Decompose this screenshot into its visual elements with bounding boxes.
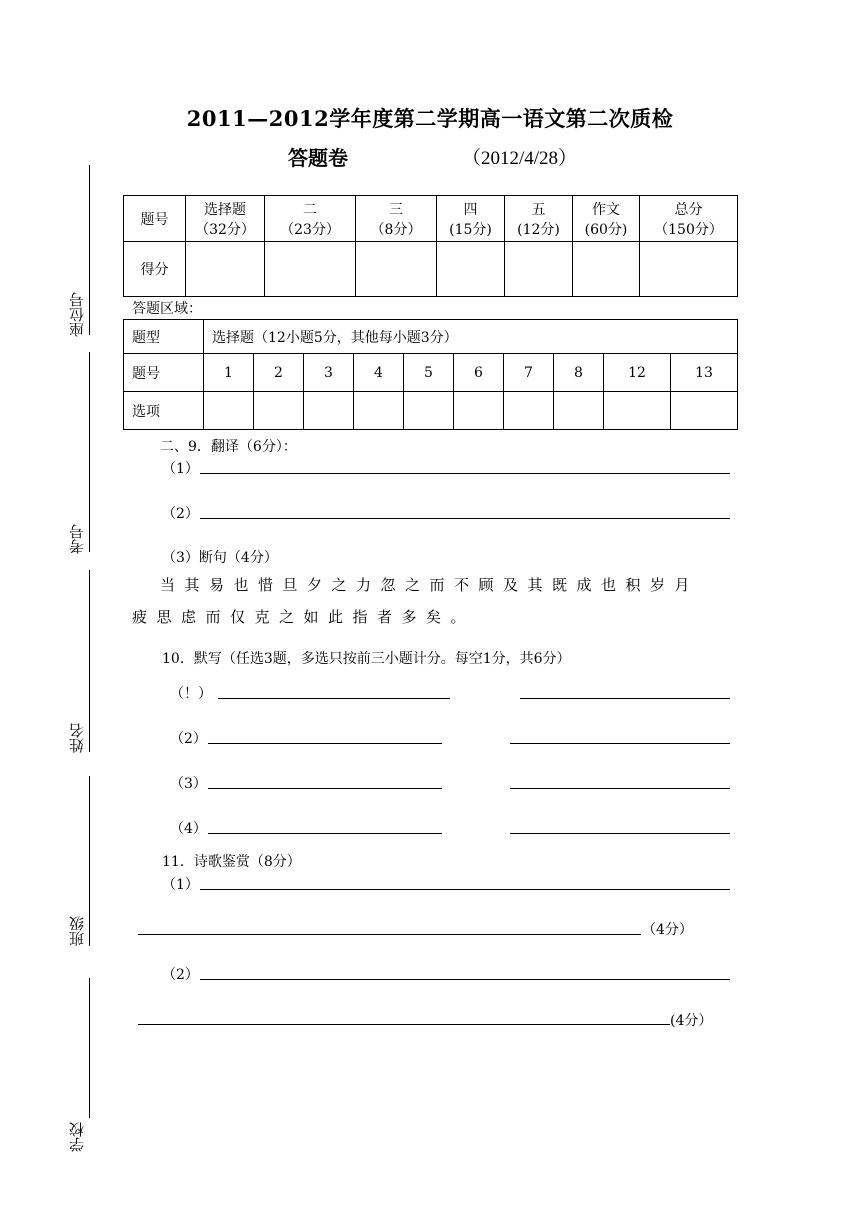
q11-item-1: （1） [162, 877, 199, 893]
name-label[interactable]: 姓名 [68, 723, 86, 753]
page-subtitle: 答题卷 [288, 146, 348, 170]
option-cell[interactable] [254, 392, 304, 430]
q10-blank-3a[interactable] [208, 788, 442, 789]
q11-item-1-score: （4分） [642, 922, 693, 938]
score-cell[interactable] [573, 242, 640, 297]
question-number: 6 [454, 354, 504, 392]
score-row-label-score: 得分 [124, 242, 186, 297]
q9-passage-line-1: 当其易也惜旦夕之力忽之而不顾及其既成也积岁月 [160, 576, 700, 594]
option-cell[interactable] [354, 392, 404, 430]
score-col-header: 二 （23分） [265, 196, 356, 242]
score-col-header: 四 (15分) [437, 196, 505, 242]
exam-date: （2012/4/28） [462, 148, 578, 169]
q9-passage-line-2: 疲思虑而仅克之如此指者多矣。 [132, 608, 476, 626]
number-label: 题号 [124, 354, 204, 392]
option-cell[interactable] [504, 392, 554, 430]
q11-answer-line-2b[interactable] [138, 1024, 670, 1025]
option-cell[interactable] [404, 392, 454, 430]
choice-answer-table [123, 319, 738, 430]
type-value: 选择题（12小题5分，其他每小题3分） [204, 320, 738, 354]
binding-line-school [89, 978, 90, 1118]
class-label[interactable]: 班级 [68, 916, 86, 946]
question-number: 1 [204, 354, 254, 392]
q11-heading: 11．诗歌鉴赏（8分） [162, 854, 301, 870]
score-col-header: 选择题 （32分） [186, 196, 265, 242]
q10-blank-1a[interactable] [218, 698, 450, 699]
type-label: 题型 [124, 320, 204, 354]
option-cell[interactable] [454, 392, 504, 430]
score-cell[interactable] [640, 242, 738, 297]
q10-blank-3b[interactable] [510, 788, 730, 789]
seat-label: 座位号 [68, 292, 86, 337]
q9-item-3: （3）断句（4分） [162, 550, 278, 566]
option-cell[interactable] [554, 392, 604, 430]
score-col-header: 五 (12分) [505, 196, 573, 242]
question-number: 13 [671, 354, 738, 392]
q10-item-3: （3） [170, 776, 207, 792]
option-cell[interactable] [304, 392, 354, 430]
q11-item-2: （2） [162, 967, 199, 983]
question-number: 4 [354, 354, 404, 392]
q9-heading: 二、9．翻译（6分）： [160, 439, 297, 455]
score-col-header: 总分 （150分） [640, 196, 738, 242]
q10-blank-4a[interactable] [208, 833, 442, 834]
option-cell[interactable] [671, 392, 738, 430]
q10-item-1: （！） [170, 686, 212, 702]
answer-area-label: 答题区域： [132, 301, 202, 317]
q11-answer-line-1a[interactable] [200, 889, 730, 890]
q10-blank-4b[interactable] [510, 833, 730, 834]
question-number: 12 [604, 354, 671, 392]
q11-answer-line-2a[interactable] [200, 979, 730, 980]
q9-item-1: （1） [162, 461, 199, 477]
q10-blank-2a[interactable] [208, 743, 442, 744]
q9-answer-line-1[interactable] [200, 473, 730, 474]
score-col-header: 作文 (60分) [573, 196, 640, 242]
score-cell[interactable] [186, 242, 265, 297]
score-cell[interactable] [356, 242, 437, 297]
q11-answer-line-1b[interactable] [138, 934, 641, 935]
q10-item-4: （4） [170, 821, 207, 837]
question-number: 7 [504, 354, 554, 392]
score-row-label-number: 题号 [124, 196, 186, 242]
page-title: 2011—2012学年度第二学期高一语文第二次质检 [186, 106, 674, 131]
q11-item-2-score: (4分） [670, 1013, 713, 1029]
option-cell[interactable] [604, 392, 671, 430]
score-cell[interactable] [505, 242, 573, 297]
question-number: 5 [404, 354, 454, 392]
q10-blank-1b[interactable] [520, 698, 730, 699]
q9-answer-line-2[interactable] [200, 518, 730, 519]
score-cell[interactable] [265, 242, 356, 297]
question-number: 3 [304, 354, 354, 392]
score-table [123, 195, 738, 297]
q9-item-2: （2） [162, 506, 199, 522]
option-cell[interactable] [204, 392, 254, 430]
question-number: 8 [554, 354, 604, 392]
q10-heading: 10．默写（任选3题，多选只按前三小题计分。每空1分，共6分） [162, 651, 571, 667]
score-col-header: 三 （8分） [356, 196, 437, 242]
q10-item-2: （2） [170, 731, 207, 747]
score-cell[interactable] [437, 242, 505, 297]
option-label: 选项 [124, 392, 204, 430]
q10-blank-2b[interactable] [510, 743, 730, 744]
exam-no-label[interactable]: 考号 [68, 524, 86, 554]
question-number: 2 [254, 354, 304, 392]
school-label[interactable]: 学校 [68, 1122, 86, 1152]
